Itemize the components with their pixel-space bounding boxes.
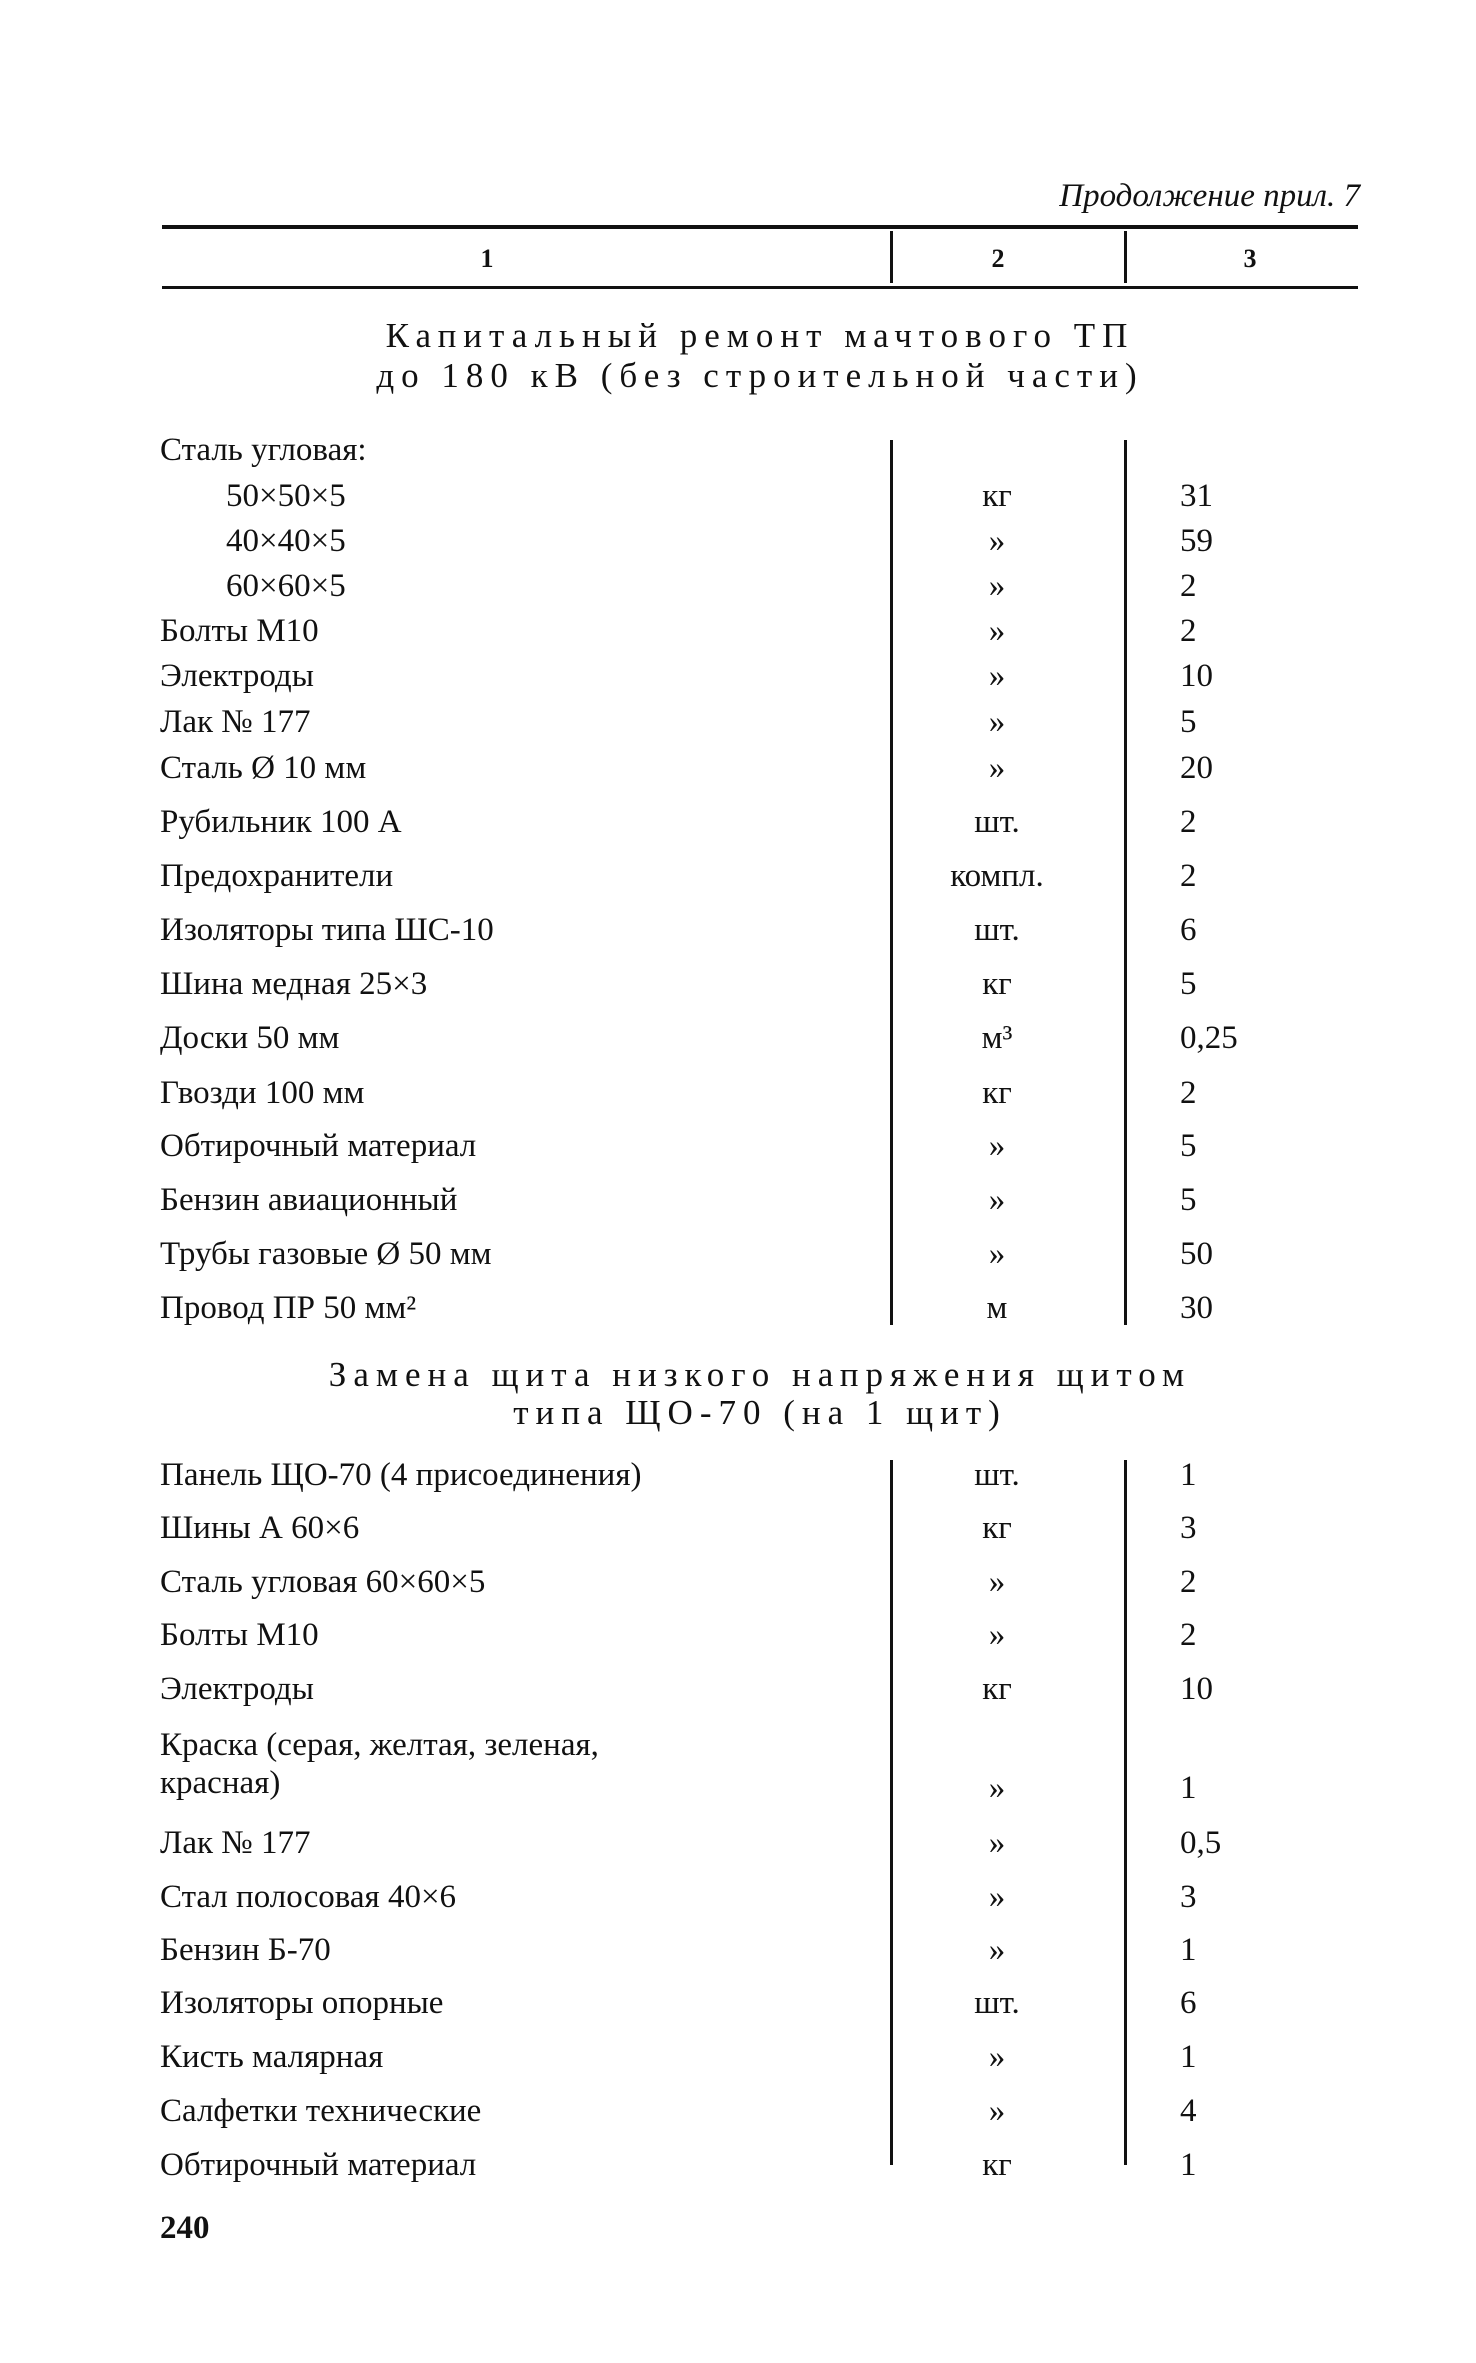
- table-row: [0, 432, 1476, 482]
- item-unit: »: [988, 1128, 1006, 1164]
- item-quantity: 31: [1180, 478, 1213, 514]
- table-row: [0, 1932, 1476, 1982]
- item-unit: »: [988, 1564, 1006, 1600]
- table-row: [0, 2147, 1476, 2197]
- section-1-title-line2: до 180 кВ (без строительной части): [376, 356, 1144, 395]
- item-unit: шт.: [974, 912, 1020, 948]
- item-unit: кг: [982, 2147, 1012, 2183]
- item-quantity: 5: [1180, 704, 1197, 740]
- table-row: [0, 1985, 1476, 2035]
- item-unit: »: [988, 2093, 1006, 2129]
- item-unit: кг: [982, 1510, 1012, 1546]
- table-row: [0, 1825, 1476, 1875]
- item-quantity: 0,25: [1180, 1020, 1238, 1056]
- item-unit: »: [988, 1770, 1006, 1806]
- item-quantity: 2: [1180, 1617, 1197, 1653]
- table-row: [0, 1564, 1476, 1614]
- item-name: Стал полосовая 40×6: [160, 1879, 457, 1915]
- table-row: [0, 613, 1476, 663]
- item-name: Салфетки технические: [160, 2093, 482, 2129]
- table-row: [0, 568, 1476, 618]
- item-name: 40×40×5: [226, 523, 346, 559]
- table-row: [0, 2039, 1476, 2089]
- item-unit: »: [988, 1236, 1006, 1272]
- item-name: Бензин Б-70: [160, 1932, 331, 1968]
- item-quantity: 3: [1180, 1510, 1197, 1546]
- item-quantity: 5: [1180, 966, 1197, 1002]
- item-unit: шт.: [974, 1457, 1020, 1493]
- continuation-label: Продолжение прил. 7: [1059, 178, 1360, 214]
- item-unit: шт.: [974, 804, 1020, 840]
- table-row: [0, 1075, 1476, 1125]
- table-row: [0, 858, 1476, 908]
- table-row: [0, 658, 1476, 708]
- item-quantity: 1: [1180, 1457, 1197, 1493]
- header-divider-2: [1124, 231, 1127, 283]
- item-name: Сталь угловая:: [160, 432, 367, 468]
- table-row: [0, 1457, 1476, 1507]
- item-name: Предохранители: [160, 858, 394, 894]
- item-quantity: 0,5: [1180, 1825, 1222, 1861]
- item-name: Обтирочный материал: [160, 1128, 477, 1164]
- item-name: Сталь Ø 10 мм: [160, 750, 367, 786]
- item-quantity: 1: [1180, 1770, 1197, 1806]
- table-row: [0, 1510, 1476, 1560]
- item-unit: »: [988, 704, 1006, 740]
- table-row: [0, 1879, 1476, 1929]
- item-name: 60×60×5: [226, 568, 346, 604]
- item-quantity: 30: [1180, 1290, 1213, 1326]
- item-name: Рубильник 100 А: [160, 804, 402, 840]
- item-name: Лак № 177: [160, 704, 311, 740]
- item-unit: »: [988, 1825, 1006, 1861]
- item-name: Провод ПР 50 мм²: [160, 1290, 417, 1326]
- table-row: [0, 966, 1476, 1016]
- item-name: Доски 50 мм: [160, 1020, 340, 1056]
- item-quantity: 50: [1180, 1236, 1213, 1272]
- item-unit: компл.: [950, 858, 1044, 894]
- item-unit: »: [988, 2039, 1006, 2075]
- item-quantity: 10: [1180, 1671, 1213, 1707]
- item-unit: м: [986, 1290, 1008, 1326]
- item-name: Болты М10: [160, 1617, 319, 1653]
- column-header-1: 1: [480, 244, 494, 273]
- table-row: [0, 1236, 1476, 1286]
- item-name: Болты М10: [160, 613, 319, 649]
- item-name: Изоляторы опорные: [160, 1985, 444, 2021]
- table-row: [0, 750, 1476, 800]
- table-row: [0, 704, 1476, 754]
- item-name: Обтирочный материал: [160, 2147, 477, 2183]
- item-quantity: 5: [1180, 1182, 1197, 1218]
- item-name: Гвозди 100 мм: [160, 1075, 365, 1111]
- item-quantity: 6: [1180, 1985, 1197, 2021]
- item-unit: »: [988, 568, 1006, 604]
- item-unit: кг: [982, 1671, 1012, 1707]
- table-row: [0, 523, 1476, 573]
- item-quantity: 1: [1180, 2147, 1197, 2183]
- section-2-title-line2: типа ЩО-70 (на 1 щит): [513, 1393, 1007, 1432]
- item-quantity: 5: [1180, 1128, 1197, 1164]
- item-quantity: 4: [1180, 2093, 1197, 2129]
- header-top-rule: [162, 225, 1358, 229]
- item-name: Изоляторы типа ШС-10: [160, 912, 494, 948]
- table-row: [0, 1671, 1476, 1721]
- item-unit: »: [988, 658, 1006, 694]
- item-name: Краска (серая, желтая, зеленая, красная): [160, 1727, 599, 1801]
- item-name: Электроды: [160, 1671, 314, 1707]
- table-row: [0, 912, 1476, 962]
- item-name: 50×50×5: [226, 478, 346, 514]
- item-quantity: 2: [1180, 568, 1197, 604]
- item-quantity: 2: [1180, 804, 1197, 840]
- item-unit: »: [988, 523, 1006, 559]
- item-quantity: 2: [1180, 858, 1197, 894]
- item-name: Панель ЩО-70 (4 присоединения): [160, 1457, 642, 1493]
- item-name: Трубы газовые Ø 50 мм: [160, 1236, 492, 1272]
- header-divider-1: [890, 231, 893, 283]
- item-unit: шт.: [974, 1985, 1020, 2021]
- item-unit: »: [988, 1182, 1006, 1218]
- table-row: [0, 804, 1476, 854]
- item-quantity: 1: [1180, 1932, 1197, 1968]
- item-unit: »: [988, 1879, 1006, 1915]
- item-name: Бензин авиационный: [160, 1182, 458, 1218]
- table-row: [0, 1182, 1476, 1232]
- item-unit: м³: [981, 1020, 1013, 1056]
- item-quantity: 20: [1180, 750, 1213, 786]
- item-name: Шины А 60×6: [160, 1510, 360, 1546]
- table-row: [0, 1020, 1476, 1070]
- item-name: Электроды: [160, 658, 314, 694]
- item-name: Лак № 177: [160, 1825, 311, 1861]
- item-unit: »: [988, 613, 1006, 649]
- item-quantity: 2: [1180, 613, 1197, 649]
- item-unit: кг: [982, 1075, 1012, 1111]
- section-1-title-line1: Капитальный ремонт мачтового ТП: [385, 316, 1135, 355]
- table-row: [0, 2093, 1476, 2143]
- page-number: 240: [160, 2210, 210, 2246]
- item-name: Сталь угловая 60×60×5: [160, 1564, 486, 1600]
- item-quantity: 2: [1180, 1564, 1197, 1600]
- item-quantity: 59: [1180, 523, 1213, 559]
- table-row: [0, 478, 1476, 528]
- item-quantity: 2: [1180, 1075, 1197, 1111]
- column-header-2: 2: [991, 244, 1005, 273]
- header-bottom-rule: [162, 286, 1358, 289]
- item-quantity: 10: [1180, 658, 1213, 694]
- item-quantity: 1: [1180, 2039, 1197, 2075]
- section-2-title-line1: Замена щита низкого напряжения щитом: [328, 1355, 1192, 1394]
- table-row: [0, 1128, 1476, 1178]
- item-name: Кисть малярная: [160, 2039, 384, 2075]
- item-unit: »: [988, 1932, 1006, 1968]
- column-header-3: 3: [1243, 244, 1257, 273]
- table-row: [0, 1727, 1476, 1820]
- item-unit: кг: [982, 966, 1012, 1002]
- item-unit: »: [988, 750, 1006, 786]
- item-unit: кг: [982, 478, 1012, 514]
- item-quantity: 3: [1180, 1879, 1197, 1915]
- item-name: Шина медная 25×3: [160, 966, 428, 1002]
- table-row: [0, 1290, 1476, 1340]
- table-row: [0, 1617, 1476, 1667]
- item-unit: »: [988, 1617, 1006, 1653]
- item-quantity: 6: [1180, 912, 1197, 948]
